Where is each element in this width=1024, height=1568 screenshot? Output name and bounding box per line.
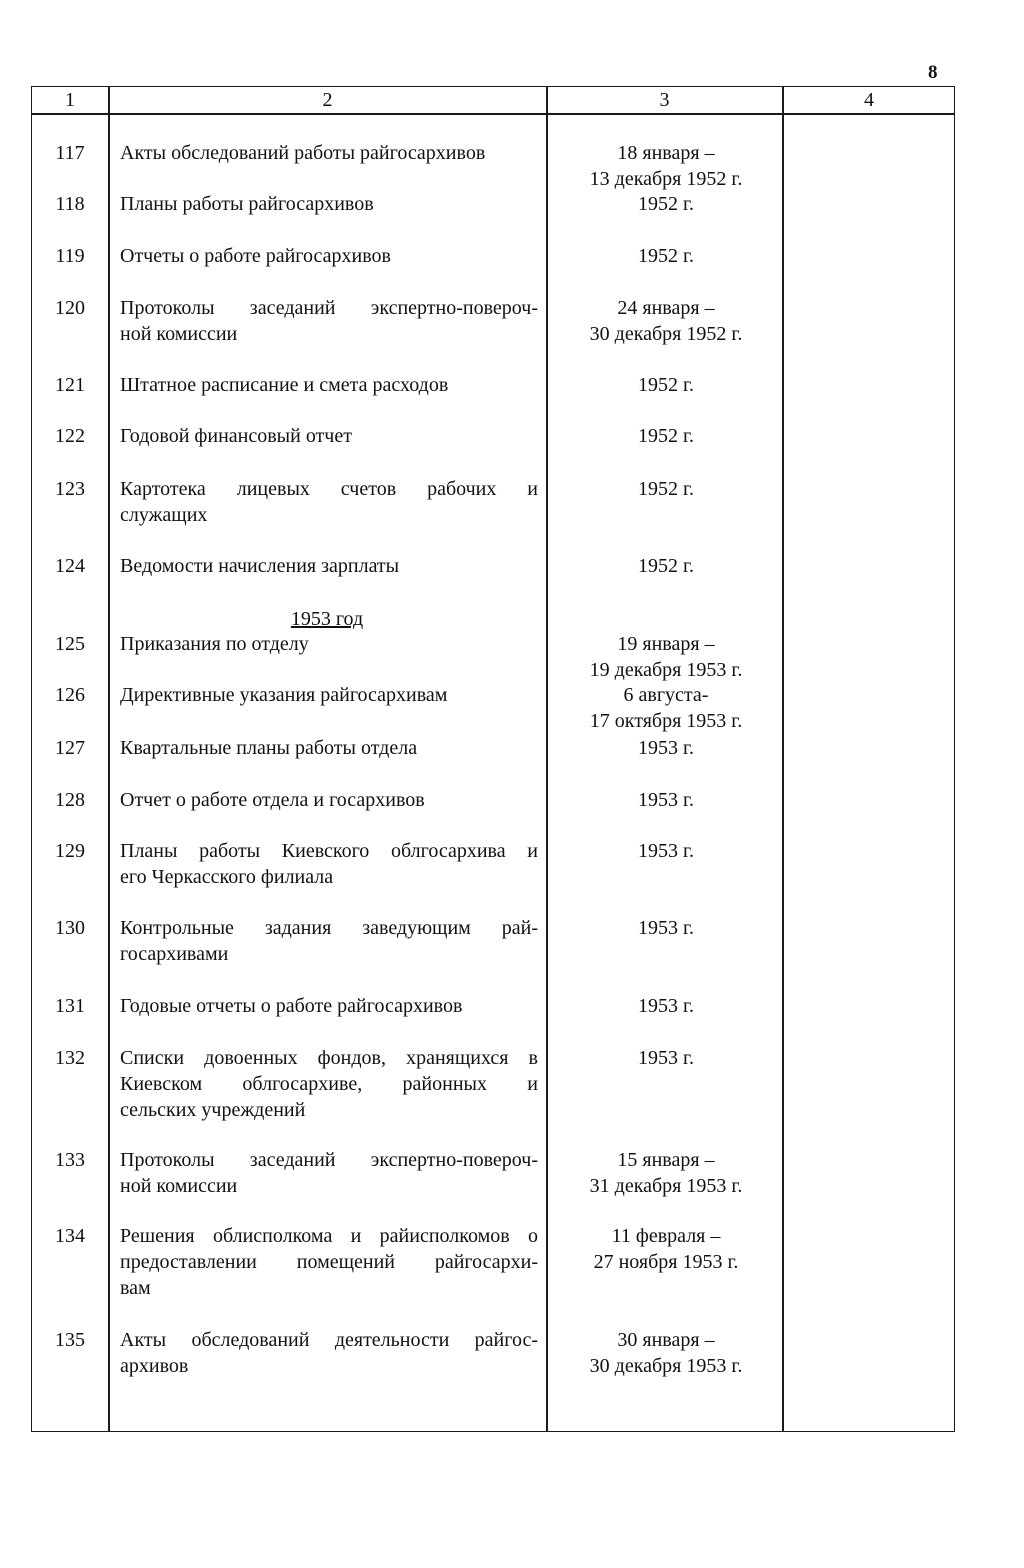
item-date — [548, 372, 784, 398]
item-date-line: 11 февраля – — [611, 1225, 721, 1247]
item-number: 122 — [55, 425, 85, 447]
item-title-line: Планы работы Киевского облгосархива и — [120, 840, 538, 862]
item-number: 135 — [55, 1329, 85, 1351]
item-title-line: Годовой финансовый отчет — [120, 425, 352, 447]
item-title-line: Киевском облгосархиве, районных и — [120, 1073, 538, 1095]
item-title — [120, 553, 538, 579]
item-title-line: ной комиссии — [120, 1175, 238, 1197]
item-date — [548, 1147, 784, 1199]
inventory-table — [31, 86, 955, 1432]
item-title — [120, 631, 538, 657]
item-number: 117 — [55, 142, 85, 164]
item-title-line: служащих — [120, 504, 208, 526]
item-title — [120, 838, 538, 890]
item-date-line: 1952 г. — [638, 555, 694, 577]
column-divider — [108, 87, 110, 1431]
item-number: 124 — [55, 555, 85, 577]
item-number: 118 — [55, 193, 85, 215]
item-number: 127 — [55, 737, 85, 759]
item-number: 123 — [55, 478, 85, 500]
item-title-line: Квартальные планы работы отдела — [120, 737, 418, 759]
item-date — [548, 682, 784, 734]
item-date-line: 1953 г. — [638, 737, 694, 759]
year-heading: 1953 год — [290, 608, 364, 630]
item-title — [120, 191, 538, 217]
item-date — [548, 735, 784, 761]
item-date — [548, 1223, 784, 1275]
item-title — [120, 140, 538, 166]
header-col-2: 2 — [322, 89, 333, 111]
header-divider — [32, 113, 954, 115]
item-number: 129 — [55, 840, 85, 862]
item-number: 120 — [55, 297, 85, 319]
item-title-line: Протоколы заседаний экспертно-повероч- — [120, 1149, 538, 1171]
item-number: 119 — [55, 245, 85, 267]
item-title — [120, 787, 538, 813]
item-number: 133 — [55, 1149, 85, 1171]
item-number: 125 — [55, 633, 85, 655]
item-title-line: его Черкасского филиала — [120, 866, 334, 888]
item-date — [548, 140, 784, 192]
item-date-line: 27 ноября 1953 г. — [593, 1251, 739, 1273]
item-title — [120, 993, 538, 1019]
item-title-line: Отчет о работе отдела и госархивов — [120, 789, 425, 811]
item-title-line: Контрольные задания заведующим рай- — [120, 917, 538, 939]
item-title — [120, 423, 538, 449]
item-title-line: госархивами — [120, 943, 229, 965]
item-date — [548, 993, 784, 1019]
item-title-line: Протоколы заседаний экспертно-повероч- — [120, 297, 538, 319]
item-title-line: Приказания по отделу — [120, 633, 309, 655]
item-title-line: предоставлении помещений райгосархи- — [120, 1251, 538, 1273]
item-title-line: ной комиссии — [120, 323, 238, 345]
item-date-line: 15 января – — [617, 1149, 715, 1171]
item-title — [120, 1327, 538, 1379]
item-date — [548, 838, 784, 864]
page-number: 8 — [928, 62, 938, 83]
header-col-3: 3 — [659, 89, 670, 111]
item-date-line: 1953 г. — [638, 995, 694, 1017]
item-number: 128 — [55, 789, 85, 811]
item-title — [120, 476, 538, 528]
item-date-line: 24 января – — [617, 297, 715, 319]
item-date-line: 1953 г. — [638, 789, 694, 811]
item-title-line: Картотека лицевых счетов рабочих и — [120, 478, 538, 500]
item-date-line: 30 января – — [617, 1329, 715, 1351]
item-date-line: 1952 г. — [638, 193, 694, 215]
item-title-line: Решения облисполкома и райисполкомов о — [120, 1225, 538, 1247]
item-date-line: 13 декабря 1952 г. — [589, 168, 743, 190]
item-title-line: Годовые отчеты о работе райгосархивов — [120, 995, 463, 1017]
item-title — [120, 295, 538, 347]
item-title-line: Штатное расписание и смета расходов — [120, 374, 449, 396]
item-date-line: 1952 г. — [638, 425, 694, 447]
item-title — [120, 735, 538, 761]
item-date-line: 1952 г. — [638, 374, 694, 396]
item-number: 132 — [55, 1047, 85, 1069]
item-date — [548, 915, 784, 941]
item-date — [548, 243, 784, 269]
item-date-line: 30 декабря 1953 г. — [589, 1355, 743, 1377]
item-date — [548, 1045, 784, 1071]
item-title — [120, 682, 538, 708]
item-title-line: Ведомости начисления зарплаты — [120, 555, 400, 577]
item-number: 121 — [55, 374, 85, 396]
header-col-1: 1 — [65, 89, 75, 111]
item-number: 134 — [55, 1225, 85, 1247]
item-date-line: 31 декабря 1953 г. — [589, 1175, 743, 1197]
item-title-line: Директивные указания райгосархивам — [120, 684, 448, 706]
item-title-line: сельских учреждений — [120, 1099, 306, 1121]
item-number: 131 — [55, 995, 85, 1017]
item-date-line: 1953 г. — [638, 1047, 694, 1069]
item-date-line: 1952 г. — [638, 478, 694, 500]
item-date-line: 1952 г. — [638, 245, 694, 267]
item-title — [120, 915, 538, 967]
item-date-line: 1953 г. — [638, 917, 694, 939]
item-title — [120, 372, 538, 398]
item-date-line: 1953 г. — [638, 840, 694, 862]
item-date — [548, 787, 784, 813]
item-title-line: Планы работы райгосархивов — [120, 193, 374, 215]
item-date — [548, 191, 784, 217]
item-date-line: 19 декабря 1953 г. — [589, 659, 743, 681]
item-date — [548, 553, 784, 579]
item-date-line: 19 января – — [617, 633, 715, 655]
item-title — [120, 243, 538, 269]
item-number: 130 — [55, 917, 85, 939]
item-date — [548, 1327, 784, 1379]
item-title-line: вам — [120, 1277, 151, 1299]
item-title-line: Акты обследований деятельности райгос- — [120, 1329, 538, 1351]
item-title — [120, 1045, 538, 1123]
item-date — [548, 631, 784, 683]
item-date — [548, 295, 784, 347]
item-date — [548, 423, 784, 449]
item-title — [120, 1223, 538, 1301]
item-title-line: Списки довоенных фондов, хранящихся в — [120, 1047, 538, 1069]
item-date — [548, 476, 784, 502]
item-title — [120, 1147, 538, 1199]
item-number: 126 — [55, 684, 85, 706]
header-col-4: 4 — [864, 89, 874, 111]
item-date-line: 18 января – — [617, 142, 715, 164]
item-date-line: 30 декабря 1952 г. — [589, 323, 743, 345]
item-title-line: Акты обследований работы райгосархивов — [120, 142, 486, 164]
item-date-line: 17 октября 1953 г. — [589, 710, 743, 732]
item-title-line: Отчеты о работе райгосархивов — [120, 245, 391, 267]
item-date-line: 6 августа- — [623, 684, 709, 706]
item-title-line: архивов — [120, 1355, 189, 1377]
